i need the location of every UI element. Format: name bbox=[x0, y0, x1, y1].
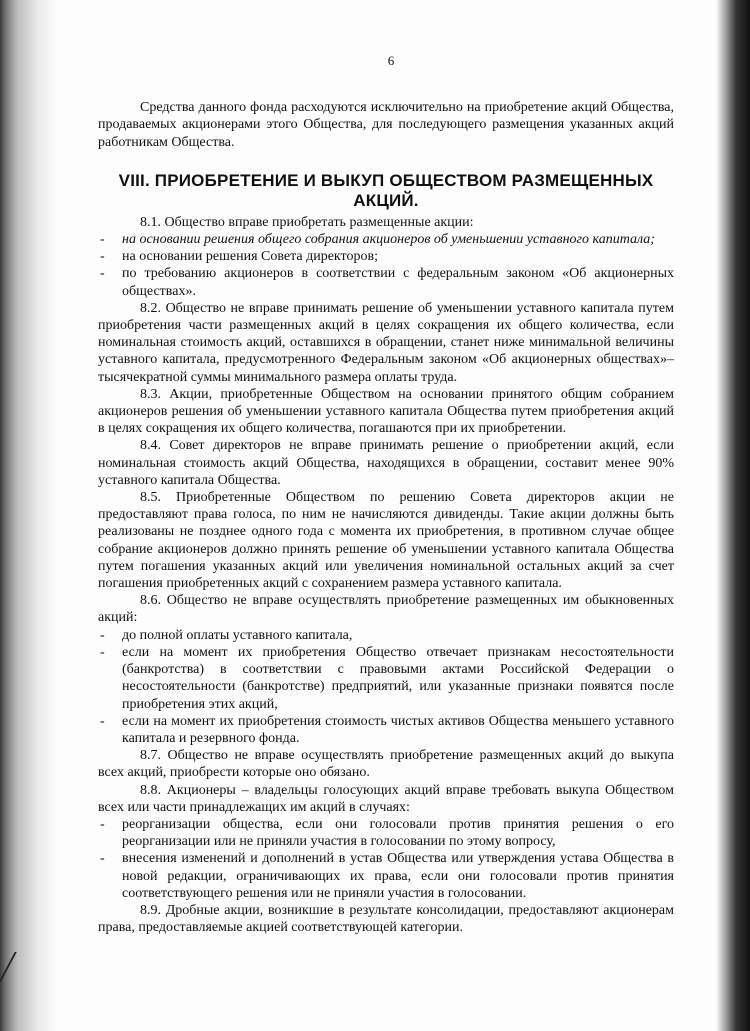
clause-8-4: 8.4. Совет директоров не вправе принимать решение о приобретении акций, если номинальная стоимость акций Общества, находящихся в обращении, составит менее 90% уставного капитала Общества. bbox=[98, 438, 674, 488]
intro-paragraph: Средства данного фонда расходуются исключительно на приобретение акций Общества, продаваемых акционерами этого Общества, для последующего размещения указанных акций работникам Общества. bbox=[98, 100, 674, 150]
clause-8-8: 8.8. Акционеры – владельцы голосующих акций вправе требовать выкупа Обществом всех или части принадлежащих им акций в случаях: bbox=[98, 782, 674, 815]
clause-8-6: 8.6. Общество не вправе осуществлять приобретение размещенных им обыкновенных акций: bbox=[98, 593, 674, 626]
list-item: - реорганизации общества, если они голосовали против принятия решения о его реорганизации или не приняли участия в голосовании по этому вопросу, bbox=[98, 816, 674, 850]
list-item: - по требованию акционеров в соответствии с федеральным законом «Об акционерных обществах». bbox=[98, 265, 674, 299]
clause-8-1-list bbox=[98, 231, 674, 300]
section-title: VIII. ПРИОБРЕТЕНИЕ И ВЫКУП ОБЩЕСТВОМ РАЗМЕЩЕННЫХ АКЦИЙ. bbox=[118, 170, 654, 210]
scan-shadow-left bbox=[0, 0, 58, 1031]
clause-8-9: 8.9. Дробные акции, возникшие в результате консолидации, предоставляют акционерам права, предоставляемые акцией соответствующей категории. bbox=[98, 902, 674, 936]
clause-8-5: 8.5. Приобретенные Обществом по решению Совета директоров акции не предоставляют права голоса, по ним не начисляются дивиденды. Такие акции должны быть реализованы не позднее одного года с момента их приобретения, в противном случае общее собрание акционеров должно принять решение об уменьшении уставного капитала Общества путем погашения указанных акций или увеличения номинальной остальных акций за счет погашения приобретенных акций с сохранением размера уставного капитала. bbox=[98, 490, 674, 592]
clause-8-6-list bbox=[98, 627, 674, 747]
list-item: - на основании решения Совета директоров; bbox=[98, 248, 674, 265]
clause-8-1: 8.1. Общество вправе приобретать размещенные акции: bbox=[140, 214, 474, 230]
page-number: 6 bbox=[387, 53, 395, 68]
list-item: - до полной оплаты уставного капитала, bbox=[98, 627, 674, 644]
list-item: - на основании решения общего собрания акционеров об уменьшении уставного капитала; bbox=[98, 231, 674, 248]
list-item: - внесения изменений и дополнений в устав Общества или утверждения устава Общества в новой редакции, ограничивающих их права, если они голосовали против принятия соответствующего решения или не приняли участия в голосовании. bbox=[98, 850, 674, 902]
clause-8-2: 8.2. Общество не вправе принимать решение об уменьшении уставного капитала путем приобретения части размещенных акций в целях сокращения их общего количества, если номинальная стоимость акций, оставшихся в обращении, станет ниже минимальной величины уставного капитала, предусмотренного Федеральным законом «Об акционерных обществах»– тысячекратной суммы минимального размера оплаты труда. bbox=[98, 300, 674, 385]
clause-8-3: 8.3. Акции, приобретенные Обществом на основании принятого общим собранием акционеров решения об уменьшении уставного капитала Общества путем приобретения акций в целях сокращения их общего количества, погашаются при их приобретении. bbox=[98, 386, 674, 437]
clause-8-7: 8.7. Общество не вправе осуществлять приобретение размещенных акций до выкупа всех акций, приобрести которые оно обязано. bbox=[98, 748, 674, 781]
list-item: - если на момент их приобретения Общество отвечает признакам несостоятельности (банкротства) в соответствии с правовыми актами Российской Федерации о несостоятельности (банкротстве) предприятий, или указанные признаки появятся после приобретения этих акций, bbox=[98, 644, 674, 713]
document-body bbox=[98, 52, 674, 936]
clause-8-8-list bbox=[98, 816, 674, 902]
list-item: - если на момент их приобретения стоимость чистых активов Общества меньшего уставного капитала и резервного фонда. bbox=[98, 713, 674, 747]
scan-shadow-right bbox=[716, 0, 750, 1031]
